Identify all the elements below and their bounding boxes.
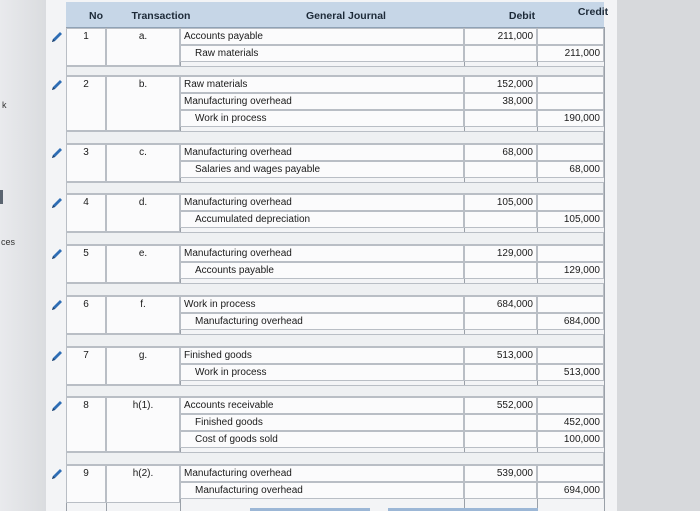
debit-amount: 684,000 — [496, 299, 533, 310]
account-name: Accounts payable — [195, 265, 274, 276]
entry-number: 4 — [83, 197, 89, 208]
edit-pencil-icon[interactable] — [50, 196, 64, 210]
account-name: Raw materials — [184, 79, 248, 90]
debit-amount: 38,000 — [502, 96, 533, 107]
debit-input[interactable] — [464, 313, 537, 330]
debit-input[interactable] — [464, 110, 537, 127]
credit-amount: 211,000 — [564, 48, 600, 59]
blank-row[interactable] — [66, 182, 604, 194]
entry-number: 9 — [83, 468, 89, 479]
edit-pencil-icon[interactable] — [50, 247, 64, 261]
credit-input[interactable] — [537, 397, 604, 414]
edit-pencil-icon[interactable] — [50, 146, 64, 160]
edit-pencil-icon[interactable] — [50, 399, 64, 413]
debit-input[interactable] — [464, 262, 537, 279]
credit-amount: 68,000 — [569, 164, 600, 175]
debit-amount: 211,000 — [497, 31, 533, 42]
entry-number: 7 — [83, 350, 89, 361]
header-debit: Debit — [508, 10, 536, 22]
edit-pencil-icon[interactable] — [50, 349, 64, 363]
header-transaction: Transaction — [131, 10, 191, 22]
header-credit: Credit — [577, 6, 609, 18]
debit-input[interactable] — [464, 45, 537, 62]
account-name: Manufacturing overhead — [184, 147, 292, 158]
edit-pencil-icon[interactable] — [50, 298, 64, 312]
edit-pencil-icon[interactable] — [50, 30, 64, 44]
account-name: Manufacturing overhead — [184, 96, 292, 107]
account-name: Work in process — [195, 113, 267, 124]
debit-input[interactable] — [464, 364, 537, 381]
account-name: Work in process — [184, 299, 256, 310]
blank-row[interactable] — [66, 385, 604, 397]
account-name: Cost of goods sold — [195, 434, 278, 445]
entry-number: 8 — [83, 400, 89, 411]
side-label-2: ces — [1, 237, 16, 247]
account-name: Manufacturing overhead — [184, 248, 292, 259]
debit-input[interactable] — [464, 414, 537, 431]
transaction-label: g. — [138, 350, 148, 361]
credit-input[interactable] — [537, 296, 604, 313]
credit-input[interactable] — [537, 347, 604, 364]
side-label-1: k — [2, 100, 7, 110]
entry-number: 5 — [83, 248, 89, 259]
credit-amount: 684,000 — [563, 316, 600, 327]
edit-pencil-icon[interactable] — [50, 78, 64, 92]
credit-amount: 694,000 — [563, 485, 600, 496]
account-name: Accounts receivable — [184, 400, 274, 411]
entry-number: 6 — [83, 299, 89, 310]
credit-amount: 513,000 — [563, 367, 600, 378]
debit-amount: 152,000 — [496, 79, 533, 90]
credit-amount: 100,000 — [563, 434, 600, 445]
account-name: Manufacturing overhead — [195, 485, 303, 496]
account-name: Manufacturing overhead — [195, 316, 303, 327]
account-name: Accumulated depreciation — [195, 214, 311, 225]
account-name: Finished goods — [195, 417, 263, 428]
blank-row[interactable] — [66, 66, 604, 76]
debit-amount: 539,000 — [496, 468, 533, 479]
debit-input[interactable] — [464, 211, 537, 228]
transaction-label: h(2). — [132, 468, 154, 479]
transaction-label: b. — [138, 79, 148, 90]
credit-input[interactable] — [537, 465, 604, 482]
debit-amount: 68,000 — [502, 147, 533, 158]
account-name: Raw materials — [195, 48, 259, 59]
entry-number: 3 — [83, 147, 89, 158]
account-name: Manufacturing overhead — [184, 197, 292, 208]
blank-row[interactable] — [66, 131, 604, 144]
general-journal — [46, 0, 617, 511]
credit-amount: 452,000 — [563, 417, 600, 428]
debit-amount: 129,000 — [496, 248, 533, 259]
transaction-label: d. — [138, 197, 148, 208]
blank-row[interactable] — [66, 452, 604, 465]
credit-input[interactable] — [537, 93, 604, 110]
blank-row[interactable] — [66, 334, 604, 347]
header-no: No — [89, 10, 103, 22]
journal-header — [66, 2, 609, 28]
credit-input[interactable] — [537, 144, 604, 161]
account-name: Salaries and wages payable — [195, 164, 321, 175]
account-name: Accounts payable — [184, 31, 263, 42]
transaction-label: f. — [140, 299, 146, 310]
account-name: Work in process — [195, 367, 267, 378]
transaction-label: e. — [138, 248, 148, 259]
transaction-label: a. — [138, 31, 148, 42]
debit-amount: 105,000 — [496, 197, 533, 208]
credit-amount: 129,000 — [563, 265, 600, 276]
background-panel — [0, 0, 46, 511]
debit-amount: 513,000 — [496, 350, 533, 361]
blank-row[interactable] — [66, 232, 604, 245]
debit-amount: 552,000 — [496, 400, 533, 411]
credit-input[interactable] — [537, 245, 604, 262]
entry-number: 2 — [83, 79, 89, 90]
debit-input[interactable] — [464, 161, 537, 178]
credit-amount: 190,000 — [563, 113, 600, 124]
header-general-journal: General Journal — [306, 10, 386, 22]
credit-input[interactable] — [537, 76, 604, 93]
account-name: Manufacturing overhead — [184, 468, 292, 479]
credit-input[interactable] — [537, 194, 604, 211]
transaction-label: c. — [139, 147, 147, 158]
transaction-label: h(1). — [132, 400, 154, 411]
edit-pencil-icon[interactable] — [50, 467, 64, 481]
debit-input[interactable] — [464, 431, 537, 448]
side-marker — [0, 190, 3, 204]
debit-input[interactable] — [464, 482, 537, 499]
credit-amount: 105,000 — [563, 214, 600, 225]
blank-row[interactable] — [66, 283, 604, 296]
entry-number: 1 — [83, 31, 89, 42]
col-divider — [604, 27, 605, 511]
account-name: Finished goods — [184, 350, 252, 361]
credit-input[interactable] — [537, 28, 604, 45]
